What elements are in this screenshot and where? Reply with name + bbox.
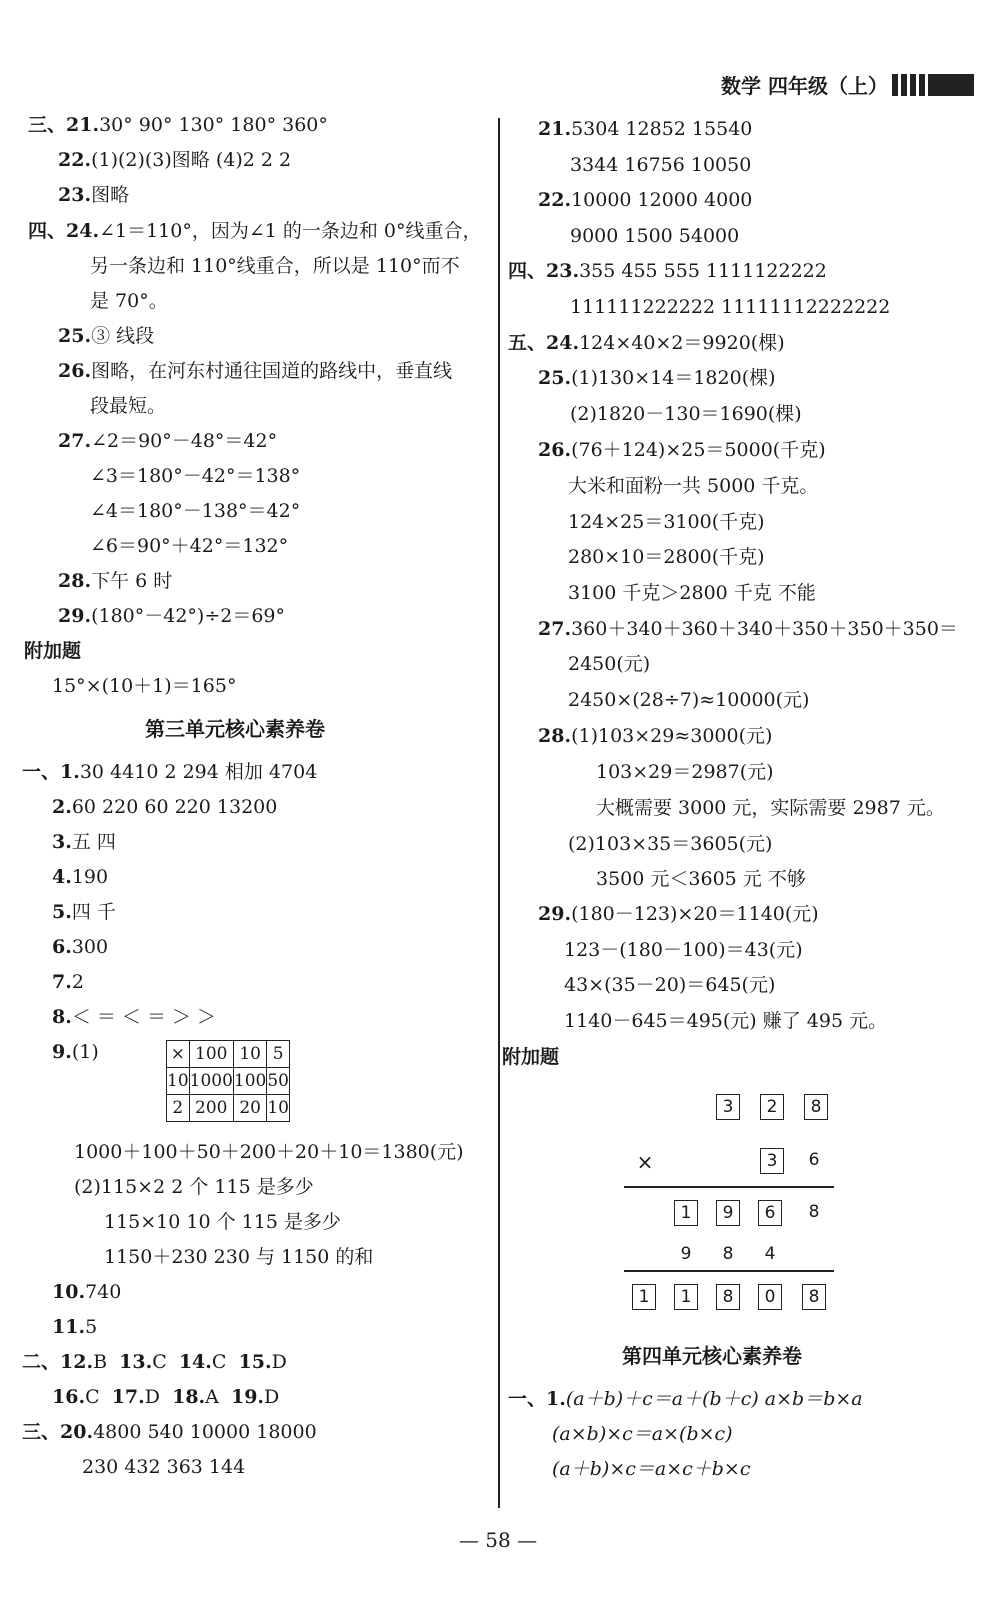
puzzle-box: 8 <box>802 1284 826 1310</box>
puzzle-digit: 8 <box>808 1202 820 1222</box>
answer-28-right-line2: 103×29＝2987(元) <box>596 761 774 783</box>
answer-27-line2: ∠3＝180°－42°＝138° <box>90 465 301 487</box>
table-cell: 100 <box>189 1041 233 1068</box>
table-cell: 50 <box>267 1068 290 1095</box>
unit3-answer-20-line2: 230 432 363 144 <box>82 1456 246 1478</box>
puzzle-box: 1 <box>674 1200 698 1226</box>
puzzle-box: 3 <box>760 1148 784 1174</box>
answer-27-right-line2: 2450(元) <box>568 653 651 675</box>
puzzle-line <box>624 1186 834 1188</box>
answer-28-right-line3: 大概需要 3000 元，实际需要 2987 元。 <box>596 797 945 819</box>
answer-24: 四、24.∠1＝110°，因为∠1 的一条边和 0°线重合， <box>28 220 482 242</box>
answer-23-right-line2: 111111222222 11111112222222 <box>570 296 891 318</box>
answer-23: 23.图略 <box>58 184 130 206</box>
unit3-answer-5: 5.四 千 <box>52 901 116 923</box>
puzzle-box: 1 <box>674 1284 698 1310</box>
header-decoration <box>892 74 974 96</box>
answer-29-right-line2: 123－(180－100)＝43(元) <box>564 939 803 961</box>
answer-28-right: 28.(1)103×29≈3000(元) <box>538 725 773 747</box>
answer-24-line2: 另一条边和 110°线重合，所以是 110°而不 <box>90 255 460 277</box>
answer-24-right: 五、24.124×40×2＝9920(棵) <box>508 332 785 354</box>
answer-26-right: 26.(76＋124)×25＝5000(千克) <box>538 439 826 461</box>
unit3-title: 第三单元核心素养卷 <box>145 717 325 741</box>
answer-25-right-line2: (2)1820－130＝1690(棵) <box>570 403 802 425</box>
answer-22-right: 22.10000 12000 4000 <box>538 189 753 211</box>
answer-26-right-line2: 大米和面粉一共 5000 千克。 <box>568 475 819 497</box>
answer-25-right: 25.(1)130×14＝1820(棵) <box>538 367 776 389</box>
answer-29: 29.(180°－42°)÷2＝69° <box>58 605 286 627</box>
unit3-answer-1: 一、1.30 4410 2 294 相加 4704 <box>22 761 318 783</box>
unit4-answer-1-line3: (a＋b)×c＝a×c＋b×c <box>552 1458 751 1480</box>
puzzle-box: 0 <box>758 1284 782 1310</box>
answer-21-right-line2: 3344 16756 10050 <box>570 154 752 176</box>
unit3-answer-9: 9.(1) <box>52 1041 99 1063</box>
puzzle-box: 9 <box>716 1200 740 1226</box>
answer-28-right-line5: 3500 元＜3605 元 不够 <box>596 868 806 890</box>
unit3-answer-2: 2.60 220 60 220 13200 <box>52 796 278 818</box>
puzzle-digit: 9 <box>680 1244 692 1264</box>
answer-26-right-line5: 3100 千克＞2800 千克 不能 <box>568 582 816 604</box>
page-number: — 58 — <box>458 1528 538 1552</box>
table-cell: 200 <box>189 1095 233 1122</box>
table-cell: 1000 <box>189 1068 233 1095</box>
table-cell: 20 <box>233 1095 266 1122</box>
puzzle-line <box>624 1270 834 1272</box>
answer-26-right-line3: 124×25＝3100(千克) <box>568 511 765 533</box>
answer-29-right-line4: 1140－645＝495(元) 赚了 495 元。 <box>564 1010 888 1032</box>
answer-26: 26.图略，在河东村通往国道的路线中，垂直线 <box>58 360 453 382</box>
answer-27-line4: ∠6＝90°＋42°＝132° <box>90 535 289 557</box>
table-row <box>167 1068 290 1095</box>
extra-title-right: 附加题 <box>502 1046 560 1068</box>
answer-29-right-line3: 43×(35－20)＝645(元) <box>564 974 776 996</box>
unit4-answer-1-line2: (a×b)×c＝a×(b×c) <box>552 1423 733 1445</box>
puzzle-digit: 4 <box>764 1244 776 1264</box>
header-grade: 四年级（上） <box>768 74 888 98</box>
answer-23-right: 四、23.355 455 555 1111122222 <box>508 260 827 282</box>
unit3-answer-9-line1: 1000＋100＋50＋200＋20＋10＝1380(元) <box>74 1141 464 1163</box>
answer-28: 28.下午 6 时 <box>58 570 173 592</box>
answer-24-line3: 是 70°。 <box>90 290 168 312</box>
answer-22: 22.(1)(2)(3)图略 (4)2 2 2 <box>58 149 292 171</box>
answer-27: 27.∠2＝90°－48°＝42° <box>58 430 278 452</box>
answer-27-right: 27.360＋340＋360＋340＋350＋350＋350＝ <box>538 618 958 640</box>
extra-answer: 15°×(10＋1)＝165° <box>52 675 237 697</box>
answer-21: 三、21.30° 90° 130° 180° 360° <box>28 114 328 136</box>
table-cell: 2 <box>167 1095 190 1122</box>
unit3-answer-6: 6.300 <box>52 936 109 958</box>
unit3-answer-16-19: 16.C 17.D 18.A 19.D <box>52 1386 280 1408</box>
answer-27-right-line3: 2450×(28÷7)≈10000(元) <box>568 689 810 711</box>
unit3-answer-10: 10.740 <box>52 1281 122 1303</box>
table-cell: 10 <box>233 1041 266 1068</box>
answer-21-right: 21.5304 12852 15540 <box>538 118 753 140</box>
table-cell: 100 <box>233 1068 266 1095</box>
multiplication-table <box>166 1040 290 1122</box>
unit3-answer-3: 3.五 四 <box>52 831 116 853</box>
puzzle-box: 1 <box>632 1284 656 1310</box>
puzzle-box: 6 <box>758 1200 782 1226</box>
unit4-answer-1: 一、1.(a＋b)＋c＝a＋(b＋c) a×b＝b×a <box>508 1388 863 1410</box>
column-divider <box>498 118 500 1508</box>
extra-title: 附加题 <box>24 640 82 662</box>
answer-27-line3: ∠4＝180°－138°＝42° <box>90 500 301 522</box>
header-subject: 数学 <box>721 74 762 98</box>
puzzle-digit: 6 <box>808 1150 820 1170</box>
table-cell: 5 <box>267 1041 290 1068</box>
puzzle-box: 2 <box>760 1094 784 1120</box>
answer-29-right: 29.(180－123)×20＝1140(元) <box>538 903 819 925</box>
unit3-answer-12-15: 二、12.B 13.C 14.C 15.D <box>22 1351 287 1373</box>
answer-25: 25.③ 线段 <box>58 325 155 347</box>
puzzle-digit: 8 <box>722 1244 734 1264</box>
table-row <box>167 1041 290 1068</box>
puzzle-box: 3 <box>716 1094 740 1120</box>
unit3-answer-9-line2: (2)115×2 2 个 115 是多少 <box>74 1176 314 1198</box>
answer-28-right-line4: (2)103×35＝3605(元) <box>568 833 773 855</box>
puzzle-box: 8 <box>804 1094 828 1120</box>
answer-26-line2: 段最短。 <box>90 395 167 417</box>
table-row <box>167 1095 290 1122</box>
unit3-answer-20: 三、20.4800 540 10000 18000 <box>22 1421 317 1443</box>
table-cell: 10 <box>267 1095 290 1122</box>
page-header <box>721 70 974 99</box>
table-cell: 10 <box>167 1068 190 1095</box>
unit3-answer-4: 4.190 <box>52 866 109 888</box>
unit3-answer-8: 8.＜ ＝ ＜ ＝ ＞ ＞ <box>52 1006 217 1028</box>
unit3-answer-9-line4: 1150＋230 230 与 1150 的和 <box>104 1246 374 1268</box>
unit4-title: 第四单元核心素养卷 <box>622 1344 802 1368</box>
table-cell: × <box>167 1041 190 1068</box>
times-sign: × <box>636 1150 654 1174</box>
unit3-answer-7: 7.2 <box>52 971 84 993</box>
puzzle-box: 8 <box>716 1284 740 1310</box>
unit3-answer-9-line3: 115×10 10 个 115 是多少 <box>104 1211 341 1233</box>
unit3-answer-11: 11.5 <box>52 1316 98 1338</box>
answer-22-right-line2: 9000 1500 54000 <box>570 225 740 247</box>
answer-26-right-line4: 280×10＝2800(千克) <box>568 546 765 568</box>
